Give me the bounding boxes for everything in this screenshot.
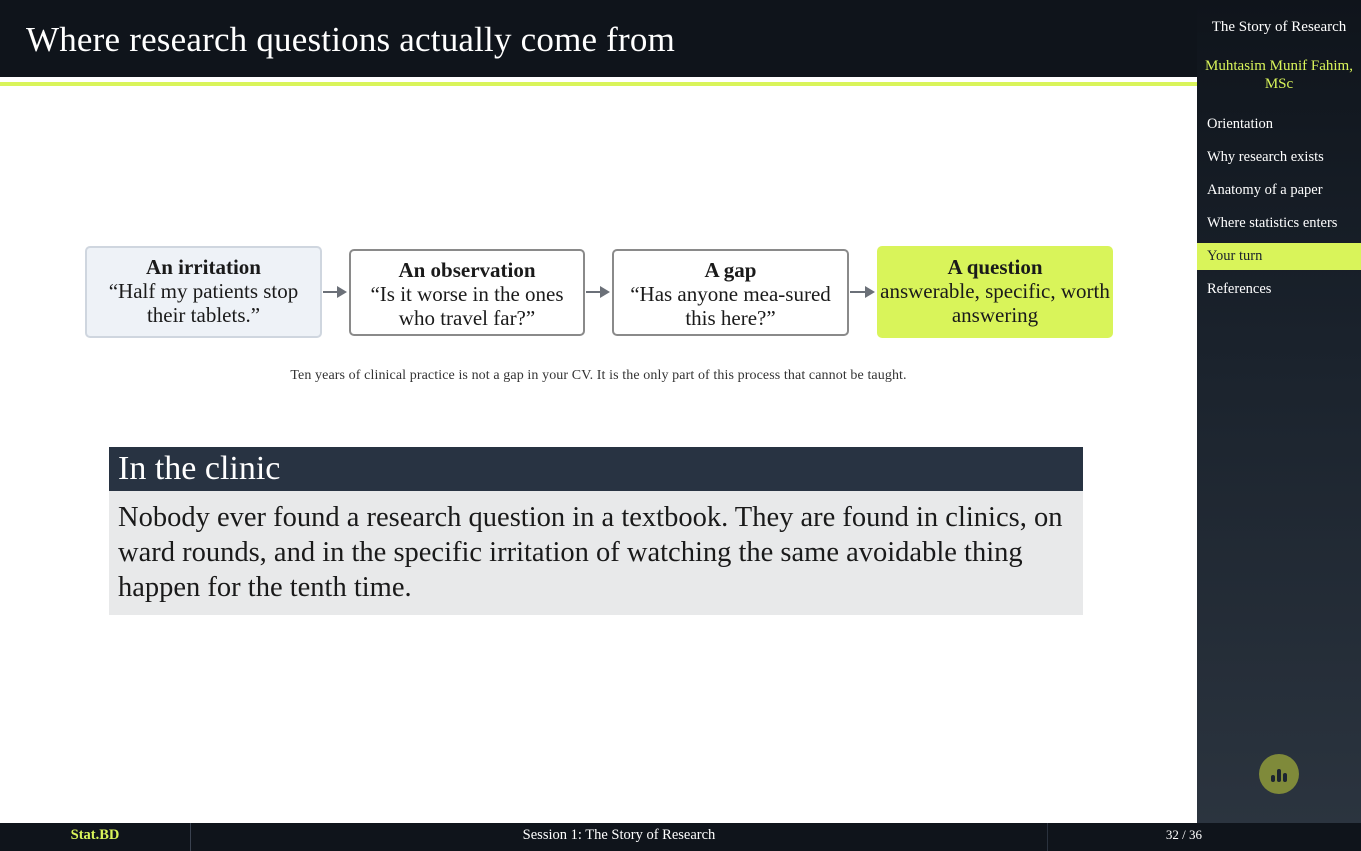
- sidebar-item-why-research-exists[interactable]: Why research exists: [1207, 149, 1324, 165]
- flow-node-text: “Has anyone mea-sured this here?”: [630, 282, 831, 330]
- flow-caption: Ten years of clinical practice is not a gap in your CV. It is the only part of this process that cannot be taught.: [290, 368, 907, 383]
- flow-node-text: “Half my patients stop their tablets.”: [108, 279, 299, 327]
- sidebar-item-your-turn[interactable]: Your turn: [1197, 243, 1361, 270]
- bar-chart-logo-icon: [1259, 754, 1299, 794]
- slide-title: Where research questions actually come from: [26, 20, 676, 59]
- sidebar: [1197, 0, 1361, 851]
- title-accent-rule: [0, 82, 1197, 86]
- flow-node-observation: [349, 249, 585, 336]
- sidebar-item-orientation[interactable]: Orientation: [1207, 116, 1274, 132]
- flow-arrow-3: [850, 291, 873, 293]
- sidebar-author: Muhtasim Munif Fahim, MSc: [1205, 58, 1353, 92]
- footer: [0, 823, 1361, 851]
- footer-session-title: Session 1: The Story of Research: [191, 823, 1048, 851]
- flow-node-heading: An irritation: [146, 255, 261, 279]
- slide-title-bar: [0, 0, 1197, 77]
- sidebar-item-references[interactable]: References: [1207, 281, 1272, 297]
- flow-node-heading: A question: [947, 255, 1043, 279]
- flow-node-text: “Is it worse in the ones who travel far?”: [370, 282, 564, 330]
- sidebar-nav: [1197, 111, 1361, 309]
- sidebar-item-anatomy-of-a-paper[interactable]: Anatomy of a paper: [1207, 182, 1323, 198]
- flow-arrow-2: [586, 291, 608, 293]
- flow-node-heading: An observation: [398, 258, 536, 282]
- flow-node-irritation: [85, 246, 322, 338]
- sidebar-item-where-statistics-enters[interactable]: Where statistics enters: [1207, 215, 1338, 231]
- flow-arrow-1: [323, 291, 345, 293]
- block-body: Nobody ever found a research question in a textbook. They are found in clinics, on ward rounds, and in the specific irritation of watching the same avoidable thing happen for the tenth time.: [109, 491, 1083, 615]
- block-title: In the clinic: [109, 447, 1083, 491]
- flow-node-text: answerable, specific, worth answering: [880, 279, 1110, 327]
- flow-node-question: [877, 246, 1113, 338]
- footer-brand: Stat.BD: [0, 823, 191, 851]
- footer-page-number: 32 / 36: [1165, 827, 1202, 842]
- flow-node-heading: A gap: [704, 258, 757, 282]
- sidebar-presentation-title: The Story of Research: [1211, 19, 1347, 35]
- flow-node-gap: [612, 249, 849, 336]
